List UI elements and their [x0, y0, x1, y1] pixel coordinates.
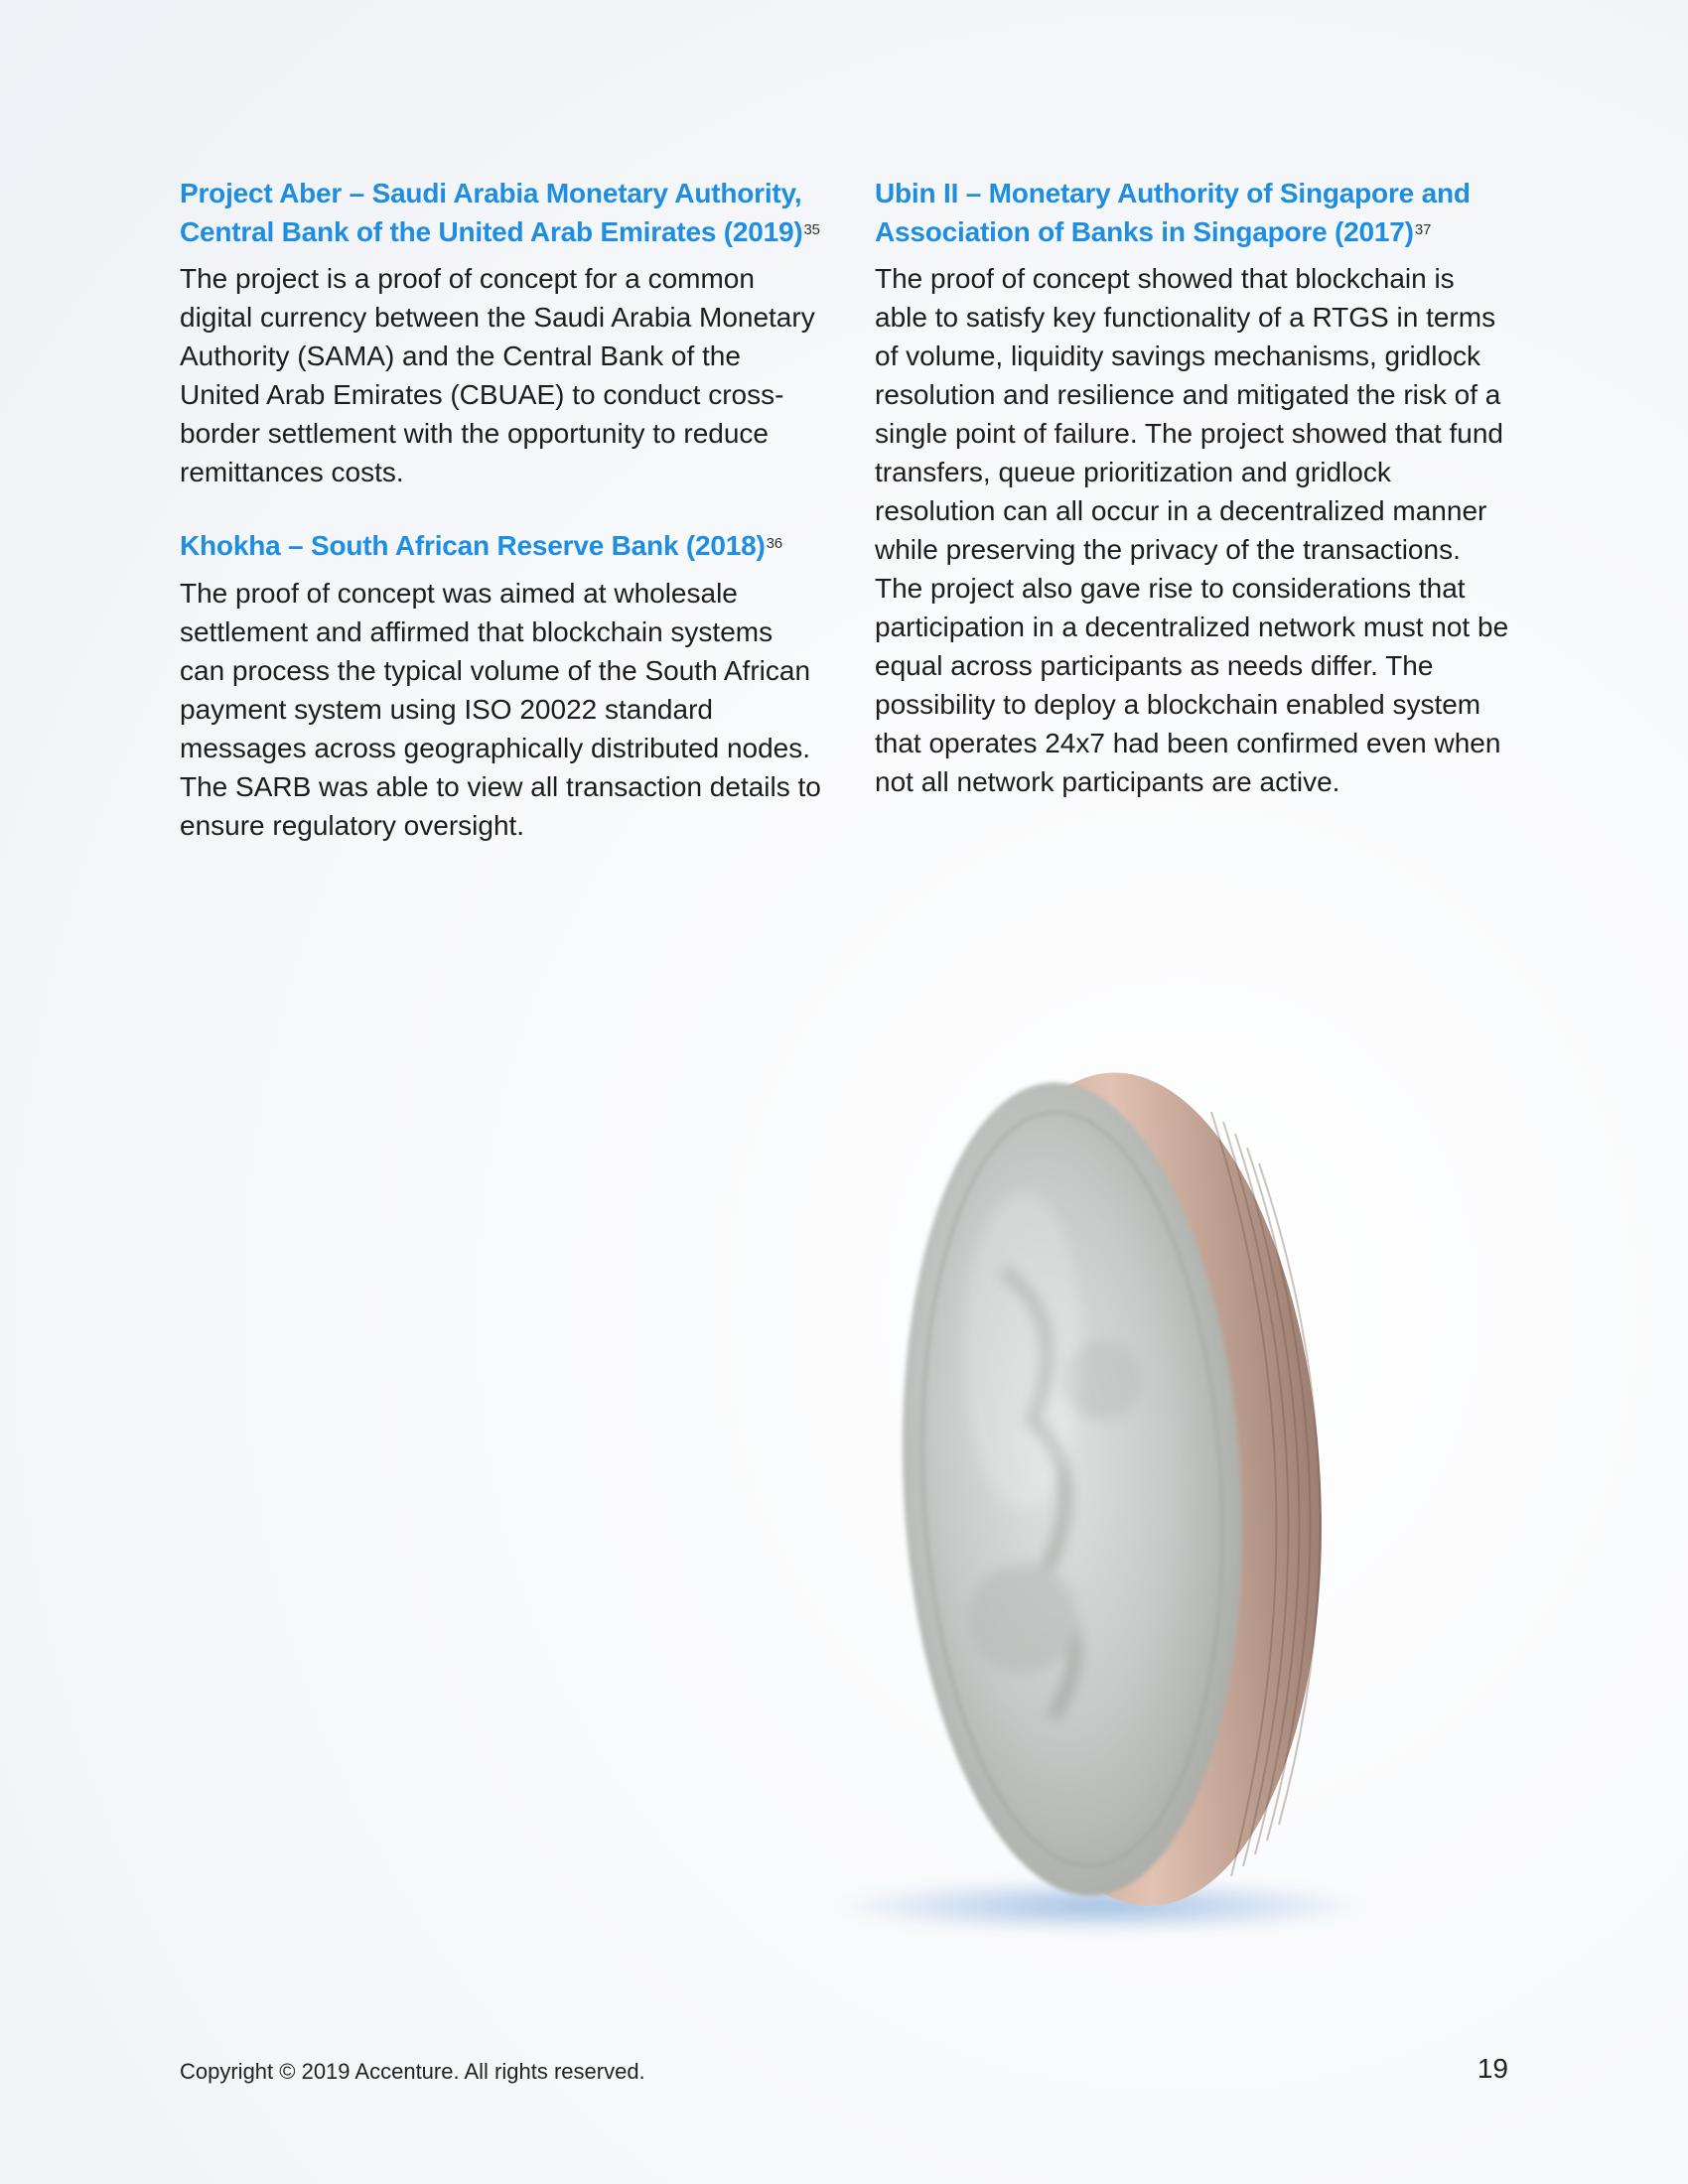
section-body: The project is a proof of concept for a common digital currency between the Saudi Arabia Monetary Authority (SAMA) and the Central Bank of the United Arab Emirates (CBUAE) to conduct cross-border settlement with the opportunity to reduce remittances costs.: [180, 263, 815, 487]
footer-copyright: Copyright © 2019 Accenture. All rights reserved.: [180, 2059, 645, 2084]
footnote-ref[interactable]: 35: [803, 220, 820, 238]
page-number: 19: [1477, 2053, 1508, 2084]
section-heading: Khokha – South African Reserve Bank $(2018)^{36}$: [180, 530, 782, 561]
coin-highlight: [963, 1191, 1082, 1509]
coin-image: [774, 1023, 1450, 1956]
section-body: The proof of concept was aimed at wholesale settlement and affirmed that blockchain systems can process the typical volume of the South African payment system using ISO 20022 standard messages across geographically distributed nodes. The SARB was able to view all transaction details to ensure regulatory oversight.: [180, 577, 821, 841]
right-column: [875, 175, 1510, 801]
coin-photo: [774, 1023, 1450, 1956]
footnote-ref[interactable]: 36: [766, 535, 782, 552]
section-khokha: [180, 527, 825, 845]
section-body: The proof of concept showed that blockchain is able to satisfy key functionality of a RTGS in terms of volume, liquidity savings mechanisms, gridlock resolution and resilience and mitigated the risk of a single point of failure. The project showed that fund transfers, queue prioritization and gridlock resolution can all occur in a decentralized manner while preserving the privacy of the transactions. The project also gave rise to considerations that participation in a decentralized network must not be equal across participants as needs differ. The possibility to deploy a blockchain enabled system that operates 24x7 had been confirmed even when not all network participants are active.: [875, 263, 1509, 797]
left-column: [180, 175, 825, 845]
footnote-ref[interactable]: 37: [1414, 220, 1432, 238]
section-project-aber: [180, 175, 825, 491]
section-ubin-ii: [875, 175, 1510, 801]
section-heading: Ubin II – Monetary Authority of Singapore and Association of Banks in Singapore $(2017)^{37}$: [875, 178, 1471, 247]
section-heading: Project Aber – Saudi Arabia Monetary Authority, Central Bank of the United Arab Emirates $(2019)^{35}$: [180, 178, 820, 247]
